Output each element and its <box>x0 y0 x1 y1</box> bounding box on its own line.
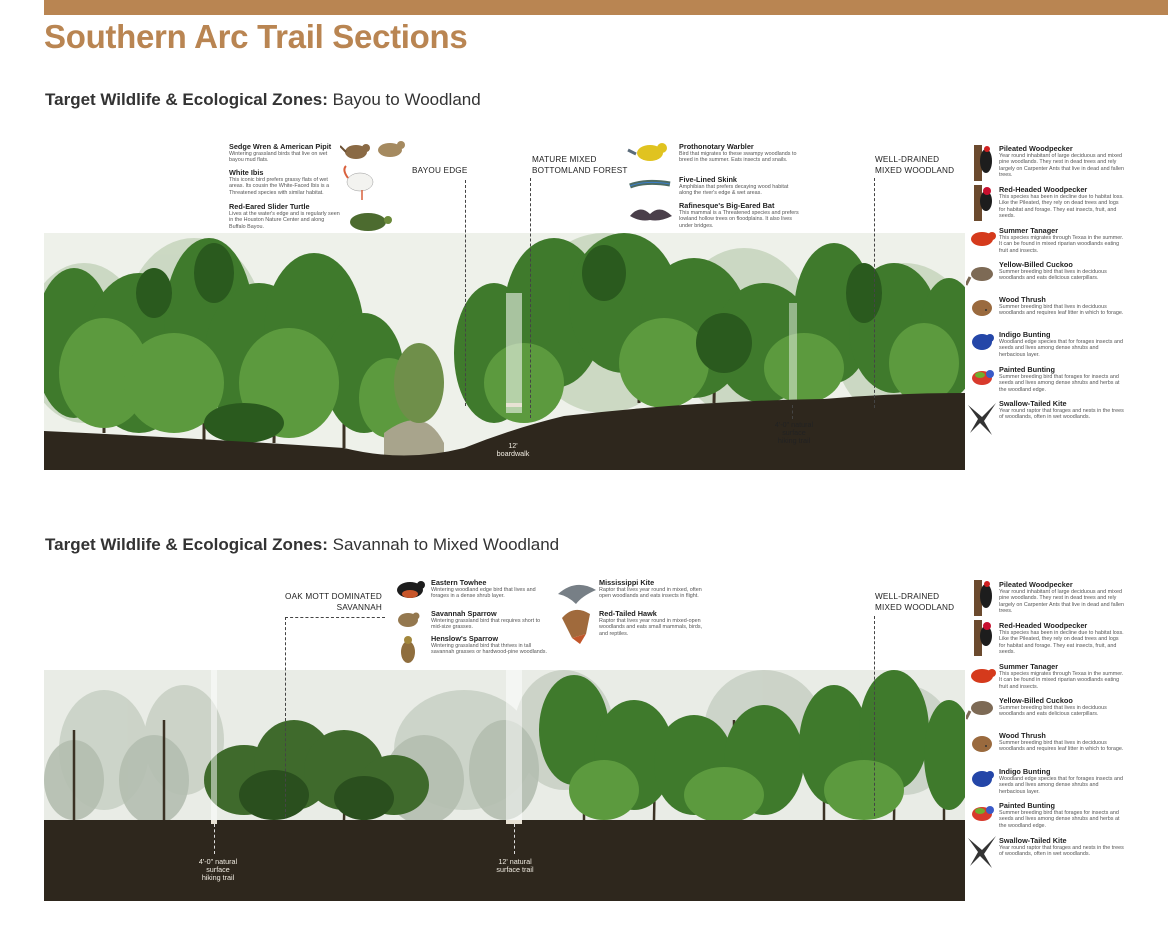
swallow-tailed-kite-icon <box>968 403 996 435</box>
eastern-towhee-icon <box>397 581 425 598</box>
turtle-icon <box>350 213 392 231</box>
species-desc: Wintering grassland bird that requires short to mid-size grasses. <box>431 618 541 631</box>
wildlife-icons-right-1 <box>966 143 998 435</box>
zone-label-oak-line1: OAK MOTT DOMINATED <box>285 592 382 601</box>
species-name: Summer Tanager <box>999 226 1059 235</box>
species-name: Five-Lined Skink <box>679 175 737 184</box>
species-name: Painted Bunting <box>999 801 1055 810</box>
summer-tanager-icon <box>971 232 996 246</box>
zone-label-well2-line2: MIXED WOODLAND <box>875 602 955 612</box>
species-desc: Summer breeding bird that lives in deciduous woodlands and requires leaf litter in which to forage. <box>999 740 1124 753</box>
zone-label-bayou-edge: BAYOU EDGE <box>412 166 468 175</box>
indigo-bunting-icon <box>972 771 994 787</box>
species-name: Pileated Woodpecker <box>999 144 1073 153</box>
leader-oak-mott <box>285 617 286 817</box>
species-desc: Summer breeding bird that lives in deciduous woodlands and eats delicious caterpillars. <box>999 269 1107 282</box>
header-accent-bar <box>44 0 1168 15</box>
trail-hiking2-line1: 4'-0" natural <box>198 857 238 866</box>
species-desc: Raptor that lives year round in mixed-open woodlands and eats small mammals, birds, and reptiles. <box>599 618 703 637</box>
wildlife-icons-middle-2 <box>556 576 598 646</box>
species-name: Rafinesque's Big-Eared Bat <box>679 201 775 210</box>
species-desc: Wintering grassland birds that live on wet bayou mud flats. <box>229 151 328 164</box>
species-henslows-sparrow <box>431 634 551 656</box>
swallow-tailed-kite-icon <box>968 836 996 868</box>
species-eastern-towhee <box>431 578 551 600</box>
species-desc: Year round inhabitant of large deciduous and mixed pine woodlands. They nest in dead trees and rely largely on Carpenter Ants that live in dead and fallen trees. <box>999 589 1124 614</box>
species-desc: This mammal is a Threatened species and prefers lowland hollow trees on floodplains. It also lives under bridges. <box>679 210 799 229</box>
zone-label-oak-line2: SAVANNAH <box>336 602 382 612</box>
page-title: Southern Arc Trail Sections <box>44 18 468 55</box>
species-name: White Ibis <box>229 168 264 177</box>
species-r1-pileated-woodpecker <box>999 144 1124 178</box>
henslows-sparrow-icon <box>401 636 415 663</box>
trail-hiking1-line1: 4'-0" natural <box>774 420 814 429</box>
species-name: Indigo Bunting <box>999 767 1051 776</box>
species-name: Yellow-Billed Cuckoo <box>999 260 1073 269</box>
species-name: Summer Tanager <box>999 662 1059 671</box>
prothonotary-warbler-icon <box>628 143 667 161</box>
trail-label-hiking-1 <box>754 421 834 445</box>
species-desc: Wintering grassland bird that thrives in tall savannah grasses or hardwood-pine woodlands. <box>431 643 547 656</box>
summer-tanager-icon <box>971 669 996 683</box>
zone-label-well-drained-2 <box>875 592 954 613</box>
species-r2-indigo-bunting <box>999 767 1124 795</box>
american-pipit-icon <box>378 141 405 157</box>
species-name: Henslow's Sparrow <box>431 634 499 643</box>
red-headed-woodpecker-icon <box>974 185 992 221</box>
red-tailed-hawk-icon <box>562 610 590 644</box>
species-r2-yellow-billed-cuckoo <box>999 696 1124 718</box>
zone-label-mature-bottomland <box>532 155 628 176</box>
species-desc: Year round raptor that forages and nests in the trees of woodlands, often in wet woodlands. <box>999 408 1124 421</box>
species-desc: Woodland edge species that for forages insects and seeds and lives among dense shrubs and herbacious layer. <box>999 776 1123 795</box>
species-name: Mississippi Kite <box>599 578 655 587</box>
species-r2-painted-bunting <box>999 801 1124 829</box>
savannah-sparrow-icon <box>398 613 420 628</box>
trail-hiking1-line2: surface <box>782 428 806 437</box>
trail-label-boardwalk <box>473 442 553 458</box>
leader-well-drained-2 <box>874 616 875 816</box>
species-five-lined-skink <box>679 175 799 197</box>
species-name: Painted Bunting <box>999 365 1055 374</box>
zone-label-well1-line2: MIXED WOODLAND <box>875 165 955 175</box>
species-desc: Summer breeding bird that forages for insects and seeds and lives among dense shrubs and herbs at the woodland edge. <box>999 810 1120 829</box>
species-savannah-sparrow <box>431 609 551 631</box>
species-r2-summer-tanager <box>999 662 1124 690</box>
zone-label-oak-mott-savannah <box>262 592 382 613</box>
species-name: Indigo Bunting <box>999 330 1051 339</box>
yellow-billed-cuckoo-icon <box>966 701 993 719</box>
zone-label-mature-line1: MATURE MIXED <box>532 155 597 164</box>
trail-natural-line2: surface trail <box>496 865 534 874</box>
trail-label-natural-surface <box>475 858 555 874</box>
species-desc: Year round inhabitant of large deciduous and mixed pine woodlands. They nest in dead trees and rely largely on Carpenter Ants that live in dead and fallen trees. <box>999 153 1124 178</box>
species-r1-yellow-billed-cuckoo <box>999 260 1124 282</box>
species-r2-pileated-woodpecker <box>999 580 1124 614</box>
species-r2-red-headed-woodpecker <box>999 621 1124 655</box>
species-desc: Summer breeding bird that forages for insects and seeds and lives among dense shrubs and herbs at the woodland edge. <box>999 374 1120 393</box>
painted-bunting-icon <box>972 370 994 385</box>
pileated-woodpecker-icon <box>974 580 992 616</box>
species-name: Red-Tailed Hawk <box>599 609 657 618</box>
species-name: Wood Thrush <box>999 295 1046 304</box>
species-desc: This species migrates through Texas in the summer. It can be found in mixed riparian woodlands eating fruit and insects. <box>999 671 1124 690</box>
zone-label-well2-line1: WELL-DRAINED <box>875 592 940 601</box>
leader-oak-mott-horizontal <box>285 617 385 618</box>
trail-hiking1-line3: hiking trail <box>777 436 811 445</box>
species-name: Red-Headed Woodpecker <box>999 621 1088 630</box>
species-desc: Amphibian that prefers decaying wood habitat along the river's edge & wet areas. <box>679 184 789 197</box>
species-desc: Woodland edge species that for forages insects and seeds and lives among dense shrubs and herbacious layer. <box>999 339 1123 358</box>
species-name: Red-Headed Woodpecker <box>999 185 1088 194</box>
skink-icon <box>630 182 670 186</box>
species-desc: Summer breeding bird that lives in deciduous woodlands and eats delicious caterpillars. <box>999 705 1107 718</box>
wildlife-icons-middle-1 <box>626 138 676 234</box>
yellow-billed-cuckoo-icon <box>966 267 993 285</box>
species-desc: This species has been in decline due to habitat loss. Like the Pileated, they rely on dead trees and logs for habitat and forage. They eat insects, fruit, and seeds. <box>999 194 1124 219</box>
species-name: Swallow-Tailed Kite <box>999 399 1067 408</box>
big-eared-bat-icon <box>630 209 672 220</box>
wildlife-icons-left-2 <box>390 576 430 668</box>
species-desc: Wintering woodland edge bird that lives and forages in a dense shrub layer. <box>431 587 536 600</box>
section1-heading-bold: Target Wildlife & Ecological Zones: <box>45 90 328 109</box>
trail-hiking2-line3: hiking trail <box>201 873 235 882</box>
white-ibis-icon <box>344 166 373 200</box>
painted-bunting-icon <box>972 806 994 821</box>
species-white-ibis <box>229 168 341 196</box>
red-headed-woodpecker-icon <box>974 620 992 656</box>
trail-hiking2-line2: surface <box>206 865 230 874</box>
species-red-tailed-hawk <box>599 609 709 637</box>
indigo-bunting-icon <box>972 334 994 350</box>
species-r2-swallow-tailed-kite <box>999 836 1124 858</box>
species-desc: This iconic bird prefers grassy flats of wet areas. Its cousin the White-Faced Ibis is a Threatened species with similar habitat. <box>229 177 330 196</box>
wood-thrush-icon <box>972 300 992 316</box>
section2-heading-bold: Target Wildlife & Ecological Zones: <box>45 535 328 554</box>
leader-well-drained-1 <box>874 178 875 408</box>
species-r2-wood-thrush <box>999 731 1124 753</box>
leader-hiking-1 <box>792 405 793 419</box>
wildlife-icons-left-1 <box>340 138 412 234</box>
species-name: Sedge Wren & American Pipit <box>229 142 332 151</box>
trail-boardwalk-line1: 12' <box>508 441 518 450</box>
species-desc: This species has been in decline due to habitat loss. Like the Pileated, they rely on dead trees and logs for habitat and forage. They eat insects, fruit, and seeds. <box>999 630 1124 655</box>
species-big-eared-bat <box>679 201 799 229</box>
leader-bayou-edge <box>465 180 466 406</box>
leader-natural-surface <box>514 824 515 854</box>
species-name: Prothonotary Warbler <box>679 142 754 151</box>
section1-heading-subtitle: Bayou to Woodland <box>327 90 481 109</box>
species-desc: Bird that migrates to these swampy woodlands to breed in the summer. Eats insects and snails. <box>679 151 797 164</box>
species-name: Red-Eared Slider Turtle <box>229 202 310 211</box>
leader-hiking-2 <box>214 824 215 854</box>
zone-label-well1-line1: WELL-DRAINED <box>875 155 940 164</box>
species-name: Savannah Sparrow <box>431 609 497 618</box>
species-r1-wood-thrush <box>999 295 1124 317</box>
trail-boardwalk-line2: boardwalk <box>496 449 530 458</box>
species-r1-swallow-tailed-kite <box>999 399 1124 421</box>
species-desc: Raptor that lives year round in mixed, often open woodlands and eats insects in flight. <box>599 587 702 600</box>
wood-thrush-icon <box>972 736 992 752</box>
trail-label-hiking-2 <box>178 858 258 882</box>
species-r1-painted-bunting <box>999 365 1124 393</box>
sedge-wren-icon <box>340 144 370 159</box>
species-name: Pileated Woodpecker <box>999 580 1073 589</box>
species-name: Yellow-Billed Cuckoo <box>999 696 1073 705</box>
section2-heading-subtitle: Savannah to Mixed Woodland <box>327 535 560 554</box>
species-r1-red-headed-woodpecker <box>999 185 1124 219</box>
species-red-eared-slider <box>229 202 341 230</box>
species-name: Wood Thrush <box>999 731 1046 740</box>
species-r1-indigo-bunting <box>999 330 1124 358</box>
species-prothonotary-warbler <box>679 142 799 164</box>
species-name: Swallow-Tailed Kite <box>999 836 1067 845</box>
species-r1-summer-tanager <box>999 226 1124 254</box>
trail-natural-line1: 12' natural <box>498 857 532 866</box>
section1-heading <box>45 90 481 110</box>
species-desc: Summer breeding bird that lives in deciduous woodlands and requires leaf litter in which to forage. <box>999 304 1124 317</box>
leader-mature-bottomland <box>530 178 531 418</box>
wildlife-icons-right-2 <box>966 578 998 870</box>
section2-heading <box>45 535 559 555</box>
species-sedge-wren-pipit <box>229 142 341 164</box>
pileated-woodpecker-icon <box>974 145 992 181</box>
zone-label-well-drained-1 <box>875 155 954 176</box>
zone-label-mature-line2: BOTTOMLAND FOREST <box>532 165 628 175</box>
species-mississippi-kite <box>599 578 709 600</box>
mississippi-kite-icon <box>558 585 596 604</box>
species-desc: Year round raptor that forages and nests in the trees of woodlands, often in wet woodlands. <box>999 845 1124 858</box>
species-desc: Lives at the water's edge and is regularly seen in the Houston Nature Center and along Buffalo Bayou. <box>229 211 340 230</box>
species-name: Eastern Towhee <box>431 578 487 587</box>
species-desc: This species migrates through Texas in the summer. It can be found in mixed riparian woodlands eating fruit and insects. <box>999 235 1124 254</box>
